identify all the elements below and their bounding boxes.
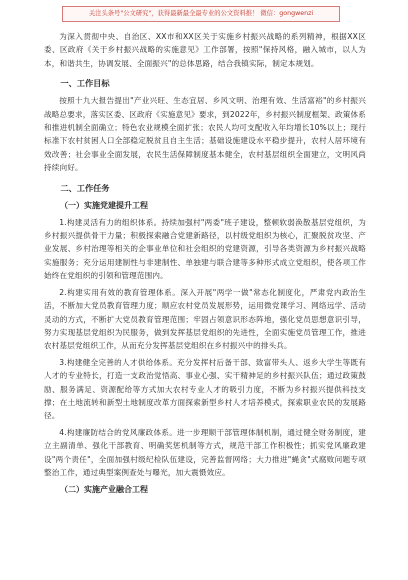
document-body <box>44 30 366 500</box>
intro-paragraph: 为深入贯彻中央、自治区、XX市和XX区关于实施乡村振兴战略的系列精神，根据XX区委、区政府《关于乡村振兴战略的实施意见》工作部署，按照"保持风格，融入城市，以人为本，和谐共生，协调发展、全面振兴"的总体思路，结合我镇实际，制定本规划。 <box>44 32 366 68</box>
task-paragraph-organization: 1.构建灵活有力的组织体系。持续加强村"两委"班子建设，整顿软弱涣散基层党组织，为乡村振兴提供骨干力量；积极探索融合党建新路径，以村级党组织为核心，汇聚脱贫攻坚、产业发展、乡村治理等相关的企事业单位和社会组织的党建资源，引导各类资源为乡村振兴战略实施服务；充分运用建制性与非建制性、单独建与联合建等多种形式成立党组织，使各项工作始终在党组织的引领和管理范围内。 <box>44 217 366 281</box>
section-heading-tasks: 二、工作任务 <box>60 182 110 193</box>
promo-banner[interactable]: 关注头条号"公文研究"，获得最新最全最专业的公文资料推！ 微信：gongwenzi <box>62 6 340 22</box>
subsection-heading-industry: （二）实施产业融合工程 <box>60 485 148 495</box>
subsection-heading-party: （一）实施党建提升工程 <box>60 200 148 210</box>
task-paragraph-education: 2.构建实用有效的教育管理体系。深入开展"两学一做"常态化制度化，严肃党内政治生活，不断加大党员教育管理力度；顺应农村党员发展形势，运用微党课学习、网络远学、活动灵动的方式，不断扩大党员教育管理范围；牢固占领意识形态阵地，强化党员思想意识引导，努力实现基层党组织为民服务，做到发挥基层党组织的先进性，全面实施党员管理工作，推进农村基层党组织工作，从而充分发挥基层党组织在乡村振兴中的排头兵。 <box>44 287 366 351</box>
task-paragraph-talent: 3.构建健全完善的人才供给体系。充分发挥村后备干部、致富带头人、返乡大学生等既有人才的专业特长，打造一支政治觉悟高、事业心强、实干精神足的乡村振兴队伍；通过政策鼓励、服务满足、资源配给等方式加大农村专业人才的吸引力度，不断为乡村振兴提供科技支撑；在土地流转和新型土地制度改革方面探索新型乡村人才培养模式，探索职业农民的发展路径。 <box>44 357 366 421</box>
task-paragraph-integrity: 4.构建廉防结合的党风廉政体系。进一步理顺干部管理体制机制，通过健全财务制度，建立主副清单、强化干部教育、明确奖惩机制等方式，规范干部工作积极性；抓实党风廉政建设"两个责任"，全面加强村级纪检队伍建设，完善监督网络；大力推进"蝇贪"式腐败问题专项整治工作，通过典型案例查处与曝光，加大震慑效应。 <box>44 427 366 477</box>
section-heading-goals: 一、工作目标 <box>60 78 110 89</box>
goals-paragraph: 按照十九大报告提出"产业兴旺、生态宜居、乡风文明、治理有效、生活富裕"的乡村振兴战略总要求，落实区委、区政府《实施意见》要求，到2022年，乡村振兴制度框架、政策体系和推进机制全面确立；特色农业规模全面扩张；农民人均可支配收入年均增长10%以上；现行标准下农村贫困人口全部稳定脱贫且自主生活；基础设施建设水平稳步提升，农村人居环境有效改善；社会事业全面发展，农民生活保障制度基本健全，农村基层组织全面建立，文明风尚持续向好。 <box>44 96 366 173</box>
